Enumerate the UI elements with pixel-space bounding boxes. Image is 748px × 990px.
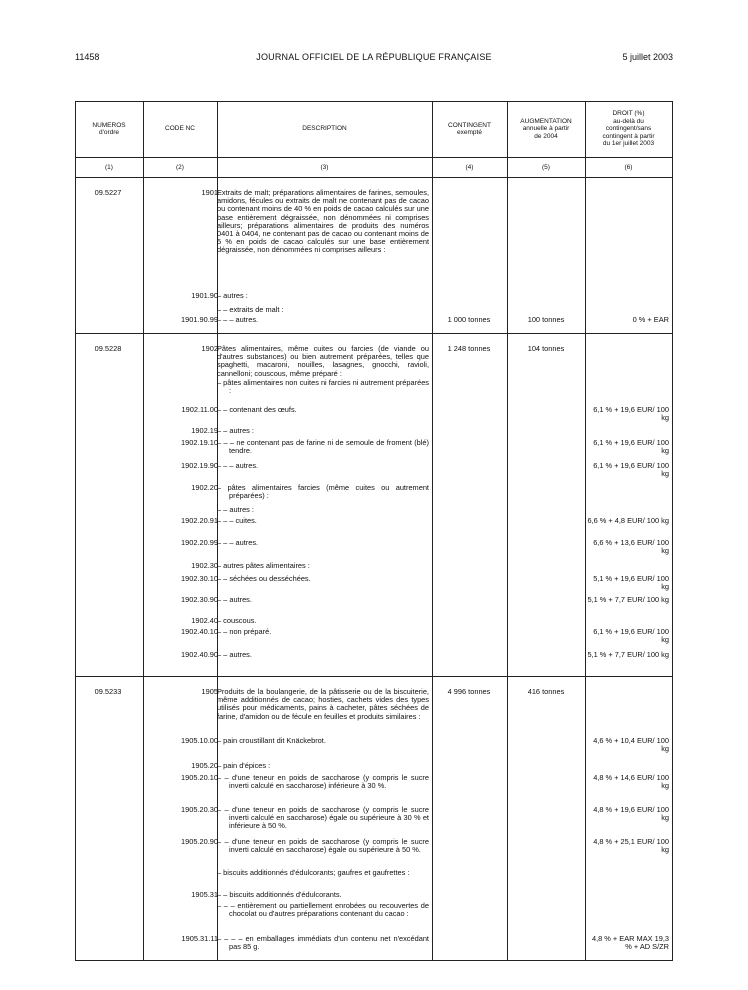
- column-header: [217, 101, 432, 157]
- nc-code: 1902.20.99: [181, 538, 218, 547]
- column-header: [432, 101, 507, 157]
- column-header: [75, 101, 143, 157]
- page-number: 11458: [75, 52, 100, 62]
- nc-code: 1901.90.99: [181, 315, 218, 324]
- nc-code: 1902.30.10: [181, 574, 218, 583]
- column-header-label: [602, 110, 654, 148]
- nc-code: 1905.20.10: [181, 773, 218, 782]
- column-header: [585, 101, 672, 157]
- nc-code: 1902.20.91: [181, 516, 218, 525]
- exempt-quota: 1 000 tonnes: [447, 315, 491, 324]
- column-header-line: d'ordre: [98, 129, 119, 136]
- order-number: 09.5228: [94, 344, 122, 353]
- description-text: – – – entièrement ou partiellement enrobées ou recouvertes de chocolat ou d'autres préparations contenant du cacao :: [217, 901, 429, 919]
- description-text: – pain d'épices :: [217, 761, 271, 770]
- duty-rate: 4,8 % + 25,1 EUR/ 100 kg: [593, 837, 669, 855]
- duty-rate: 6,6 % + 4,8 EUR/ 100 kg: [587, 516, 669, 525]
- duty-rate: 6,1 % + 19,6 EUR/ 100 kg: [593, 405, 669, 423]
- nc-code: 1905.20.30: [181, 805, 218, 814]
- column-header-line: au-delà du: [613, 117, 644, 125]
- section-rule: [75, 676, 672, 677]
- column-header-label: [302, 125, 346, 133]
- column-rule: [585, 101, 586, 961]
- description-text: – – autres :: [217, 505, 254, 514]
- exempt-quota: 4 996 tonnes: [447, 687, 491, 696]
- description-text: – – – – en emballages immédiats d'un contenu net n'excédant pas 85 g.: [217, 934, 429, 952]
- column-number: (4): [465, 163, 474, 171]
- column-rule: [432, 101, 433, 961]
- description-text: Pâtes alimentaires, même cuites ou farcies (de viande ou d'autres substances) ou bien autrement préparées, telles que spaghetti, macaroni, nouilles, lasagnes, gnocchi, ravioli, cannelloni; couscous, même préparé :: [217, 344, 429, 378]
- description-text: – couscous.: [217, 616, 257, 625]
- nc-code: 1905: [201, 687, 218, 696]
- description-text: – – autres.: [217, 595, 252, 604]
- nc-code: 1902.19.90: [181, 461, 218, 470]
- column-header-label: [520, 118, 571, 141]
- nc-code: 1902.40.10: [181, 627, 218, 636]
- column-header-line: AUGMENTATION: [520, 117, 572, 125]
- duty-rate: 0 % + EAR: [632, 315, 669, 324]
- description-text: – autres :: [217, 291, 248, 300]
- nc-code: 1901.90: [191, 291, 218, 300]
- duty-rate: 5,1 % + 7,7 EUR/ 100 kg: [587, 650, 669, 659]
- column-number: (1): [105, 163, 113, 171]
- column-header-line: NUMEROS: [92, 121, 126, 129]
- description-text: – – biscuits additionnés d'édulcorants.: [217, 890, 342, 899]
- description-text: – – d'une teneur en poids de saccharose (y compris le sucre inverti calculé en saccharose) égale ou supérieure à 30 % et inférieure à 50 %.: [217, 805, 429, 831]
- journal-title: JOURNAL OFFICIEL DE LA RÉPUBLIQUE FRANÇAISE: [256, 52, 492, 62]
- description-text: – – d'une teneur en poids de saccharose (y compris le sucre inverti calculé en saccharose) égale ou supérieure à 50 %.: [217, 837, 429, 855]
- row-rule: [75, 177, 672, 178]
- nc-code: 1905.31: [191, 890, 218, 899]
- column-header-line: de 2004: [534, 132, 558, 140]
- description-text: – – non préparé.: [217, 627, 272, 636]
- duty-rate: 6,1 % + 19,6 EUR/ 100 kg: [593, 438, 669, 456]
- column-header-line: contingent/sans: [605, 125, 652, 133]
- duty-rate: 5,1 % + 7,7 EUR/ 100 kg: [587, 595, 669, 604]
- description-text: – pâtes alimentaires non cuites ni farcies ni autrement préparées :: [217, 378, 429, 396]
- column-header-label: [165, 125, 195, 133]
- description-text: – – – autres.: [217, 538, 259, 547]
- row-rule: [75, 960, 672, 961]
- column-header-line: du 1er juillet 2003: [602, 140, 655, 148]
- column-header-line: annuelle à partir: [522, 125, 570, 133]
- column-number: (6): [624, 163, 633, 171]
- duty-rate: 6,1 % + 19,6 EUR/ 100 kg: [593, 627, 669, 645]
- description-text: – – autres.: [217, 650, 252, 659]
- duty-rate: 6,1 % + 19,6 EUR/ 100 kg: [593, 461, 669, 479]
- description-text: – biscuits additionnés d'édulcorants; gaufres et gaufrettes :: [217, 868, 410, 877]
- duty-rate: 4,8 % + 19,6 EUR/ 100 kg: [593, 805, 669, 823]
- description-text: – – d'une teneur en poids de saccharose (y compris le sucre inverti calculé en saccharose) inférieure à 30 %.: [217, 773, 429, 791]
- description-text: – – séchées ou desséchées.: [217, 574, 311, 583]
- description-text: Extraits de malt; préparations alimentaires de farines, semoules, amidons, fécules ou extraits de malt ne contenant pas de cacao ou contenant moins de 40 % en poids de cacao calculés sur une base entièrement dégraissée, non dénommées ni comprises ailleurs; préparations alimentaires de produits des numéros 0401 à 0404, ne contenant pas de cacao ou contenant moins de 5 % en poids de cacao calculés sur une base entièrement dégraissée, non dénommées ni comprises ailleurs :: [217, 188, 429, 255]
- duty-rate: 6,6 % + 13,6 EUR/ 100 kg: [593, 538, 669, 556]
- description-text: – – extraits de malt :: [217, 305, 284, 314]
- column-header-line: exempté: [457, 129, 482, 136]
- column-rule: [672, 101, 673, 961]
- column-header-line: contingent à partir: [602, 132, 655, 140]
- nc-code: 1902.19.10: [181, 438, 218, 447]
- column-header-label: [92, 122, 125, 137]
- nc-code: 1905.20.90: [181, 837, 218, 846]
- nc-code: 1902.11.00: [181, 405, 218, 414]
- exempt-quota: 1 248 tonnes: [447, 344, 491, 353]
- nc-code: 1902.30.90: [181, 595, 218, 604]
- duty-rate: 4,8 % + EAR MAX 19,3 % + AD S/ZR: [591, 934, 669, 952]
- column-header-label: [448, 122, 491, 137]
- order-number: 09.5227: [94, 188, 122, 197]
- duty-rate: 5,1 % + 19,6 EUR/ 100 kg: [593, 574, 669, 592]
- nc-code: 1902.40: [191, 616, 218, 625]
- column-number: (2): [176, 163, 184, 171]
- order-number: 09.5233: [94, 687, 122, 696]
- nc-code: 1905.20: [191, 761, 218, 770]
- publication-date: 5 juillet 2003: [622, 52, 673, 62]
- nc-code: 1902: [201, 344, 218, 353]
- description-text: – autres pâtes alimentaires :: [217, 561, 310, 570]
- duty-rate: 4,8 % + 14,6 EUR/ 100 kg: [593, 773, 669, 791]
- annual-increase: 104 tonnes: [527, 344, 565, 353]
- description-text: – pain croustillant dit Knäckebrot.: [217, 736, 326, 745]
- column-header: [507, 101, 585, 157]
- description-text: Produits de la boulangerie, de la pâtisserie ou de la biscuiterie, même additionnés de cacao; hosties, cachets vides des types utilisés pour médicaments, pains à cacheter, pâtes séchées de farine, d'amidon ou de fécule en feuilles et produits similaires :: [217, 687, 429, 721]
- column-rule: [75, 101, 76, 961]
- nc-code: 1902.20: [191, 483, 218, 492]
- nc-code: 1901: [201, 188, 218, 197]
- description-text: – – – cuites.: [217, 516, 257, 525]
- column-number: (3): [320, 163, 329, 171]
- tariff-table: [75, 101, 672, 961]
- annual-increase: 416 tonnes: [527, 687, 565, 696]
- column-header-line: DESCRIPTION: [302, 125, 347, 133]
- column-header: [143, 101, 217, 157]
- column-header-line: CODE NC: [165, 125, 195, 133]
- description-text: – pâtes alimentaires farcies (même cuites ou autrement préparées) :: [217, 483, 429, 501]
- page-header: [75, 52, 673, 66]
- nc-code: 1905.31.11: [181, 934, 218, 943]
- duty-rate: 4,6 % + 10,4 EUR/ 100 kg: [593, 736, 669, 754]
- description-text: – – autres :: [217, 426, 254, 435]
- description-text: – – – autres.: [217, 315, 259, 324]
- column-rule: [507, 101, 508, 961]
- description-text: – – contenant des œufs.: [217, 405, 297, 414]
- section-rule: [75, 333, 672, 334]
- nc-code: 1902.19: [191, 426, 218, 435]
- column-rule: [143, 101, 144, 961]
- annual-increase: 100 tonnes: [527, 315, 565, 324]
- nc-code: 1902.40.90: [181, 650, 218, 659]
- column-number: (5): [542, 163, 550, 171]
- nc-code: 1902.30: [191, 561, 218, 570]
- description-text: – – – ne contenant pas de farine ni de semoule de froment (blé) tendre.: [217, 438, 429, 456]
- column-header-line: CONTINGENT: [448, 121, 491, 129]
- description-text: – – – autres.: [217, 461, 259, 470]
- nc-code: 1905.10.00: [181, 736, 218, 745]
- column-header-line: DROIT (%): [612, 110, 645, 118]
